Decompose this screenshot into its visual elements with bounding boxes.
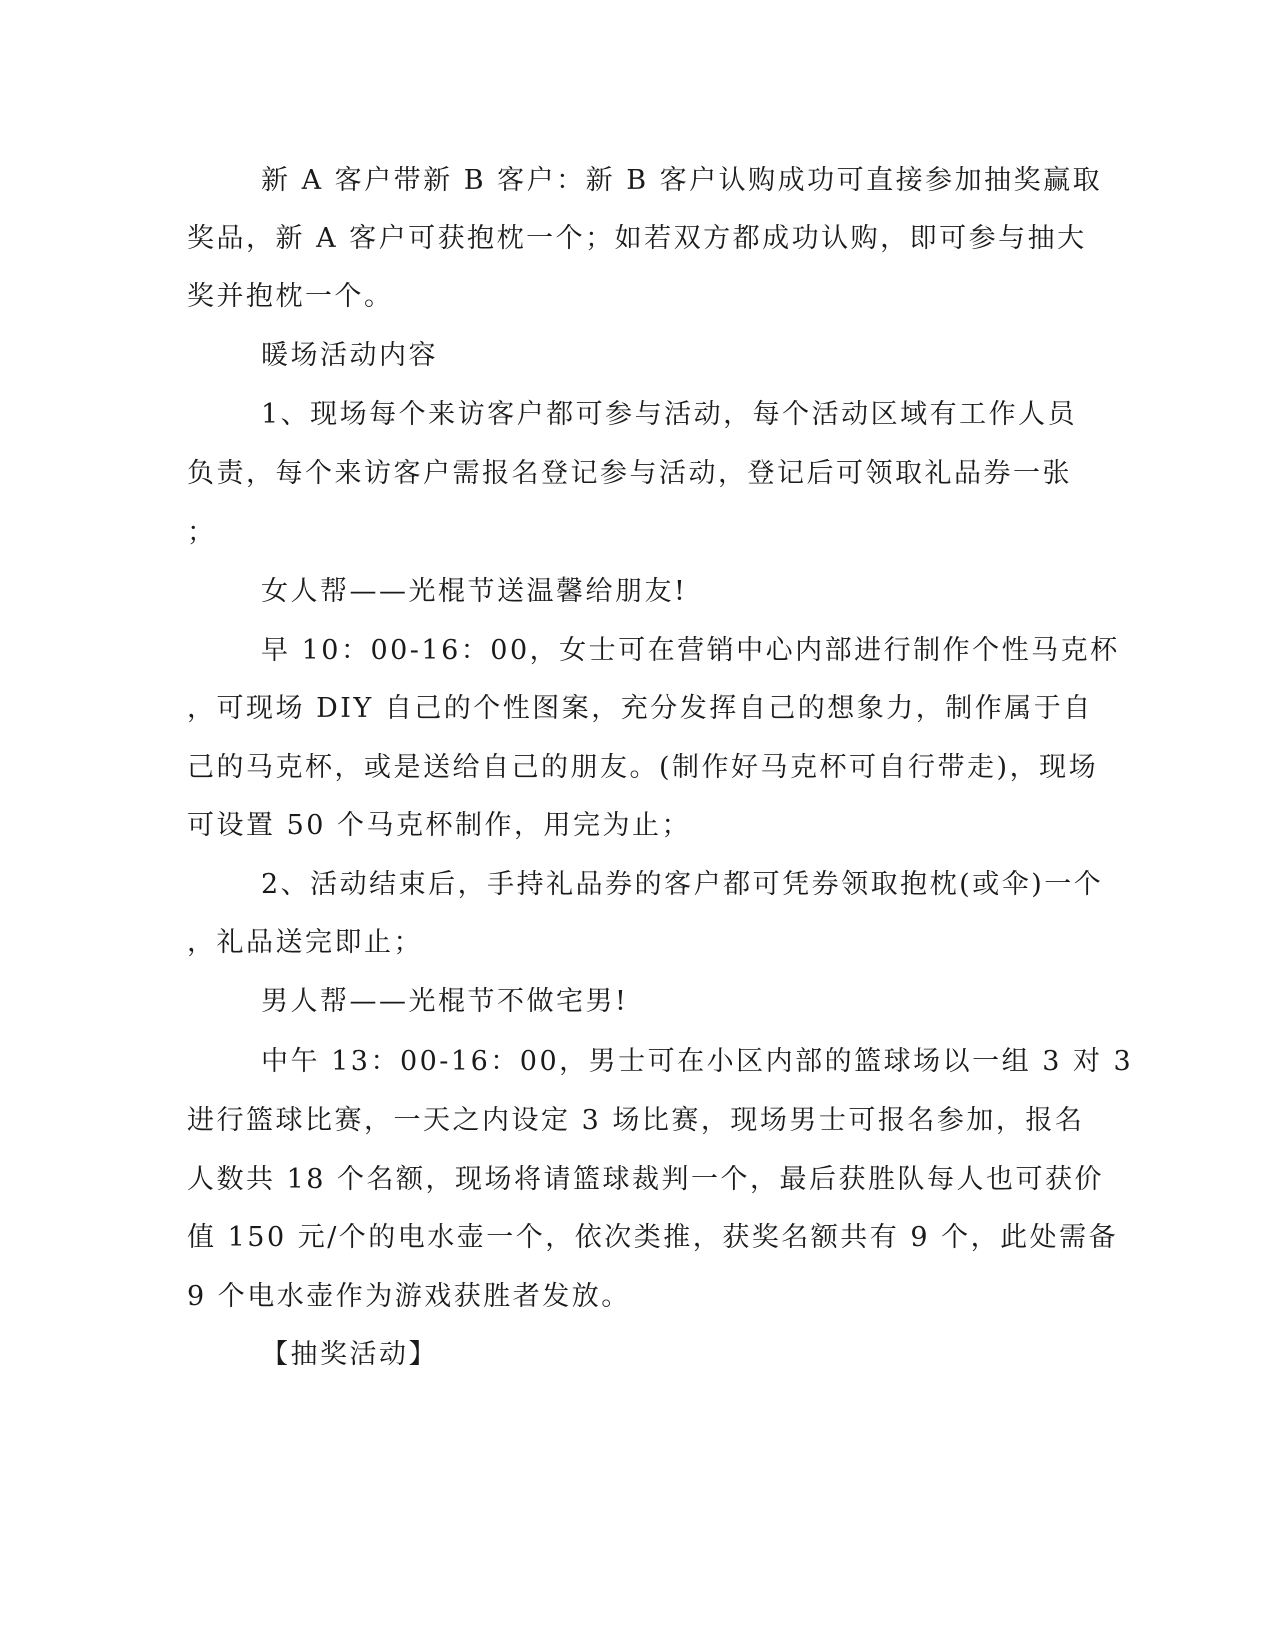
paragraph-mug-line-1: 早 10：00-16：00，女士可在营销中心内部进行制作个性马克杯 [261,635,1120,666]
subheading-women: 女人帮——光棍节送温馨给朋友! [261,576,688,607]
paragraph-basketball-line-3: 人数共 18 个名额，现场将请篮球裁判一个，最后获胜队每人也可获价 [187,1164,1105,1195]
paragraph-item2-line-2: ，礼品送完即止； [187,927,423,958]
paragraph-item1-line-2: 负责，每个来访客户需报名登记参与活动，登记后可领取礼品券一张 [187,458,1072,489]
paragraph-item2-line-1: 2、活动结束后，手持礼品券的客户都可凭券领取抱枕(或伞)一个 [261,869,1104,900]
paragraph-item1-line-1: 1、现场每个来访客户都可参与活动，每个活动区域有工作人员 [261,399,1078,430]
paragraph-referral-line-1: 新 A 客户带新 B 客户：新 B 客户认购成功可直接参加抽奖赢取 [261,165,1103,196]
paragraph-referral-line-2: 奖品，新 A 客户可获抱枕一个；如若双方都成功认购，即可参与抽大 [187,223,1087,254]
paragraph-basketball-line-4: 值 150 元/个的电水壶一个，依次类推，获奖名额共有 9 个，此处需备 [187,1222,1119,1253]
paragraph-item1-line-3: ； [187,517,217,548]
paragraph-basketball-line-2: 进行篮球比赛，一天之内设定 3 场比赛，现场男士可报名参加，报名 [187,1105,1085,1136]
paragraph-mug-line-2: ，可现场 DIY 自己的个性图案，充分发挥自己的想象力，制作属于自 [187,693,1093,724]
section-heading-warmup: 暖场活动内容 [261,340,438,371]
paragraph-basketball-line-5: 9 个电水壶作为游戏获胜者发放。 [187,1281,631,1312]
paragraph-basketball-line-1: 中午 13：00-16：00，男士可在小区内部的篮球场以一组 3 对 3 [261,1046,1134,1077]
section-heading-lottery: 【抽奖活动】 [261,1339,438,1370]
paragraph-mug-line-4: 可设置 50 个马克杯制作，用完为止； [187,810,692,841]
paragraph-mug-line-3: 己的马克杯，或是送给自己的朋友。(制作好马克杯可自行带走)，现场 [187,752,1099,783]
subheading-men: 男人帮——光棍节不做宅男! [261,986,629,1017]
paragraph-referral-line-3: 奖并抱枕一个。 [187,281,394,312]
